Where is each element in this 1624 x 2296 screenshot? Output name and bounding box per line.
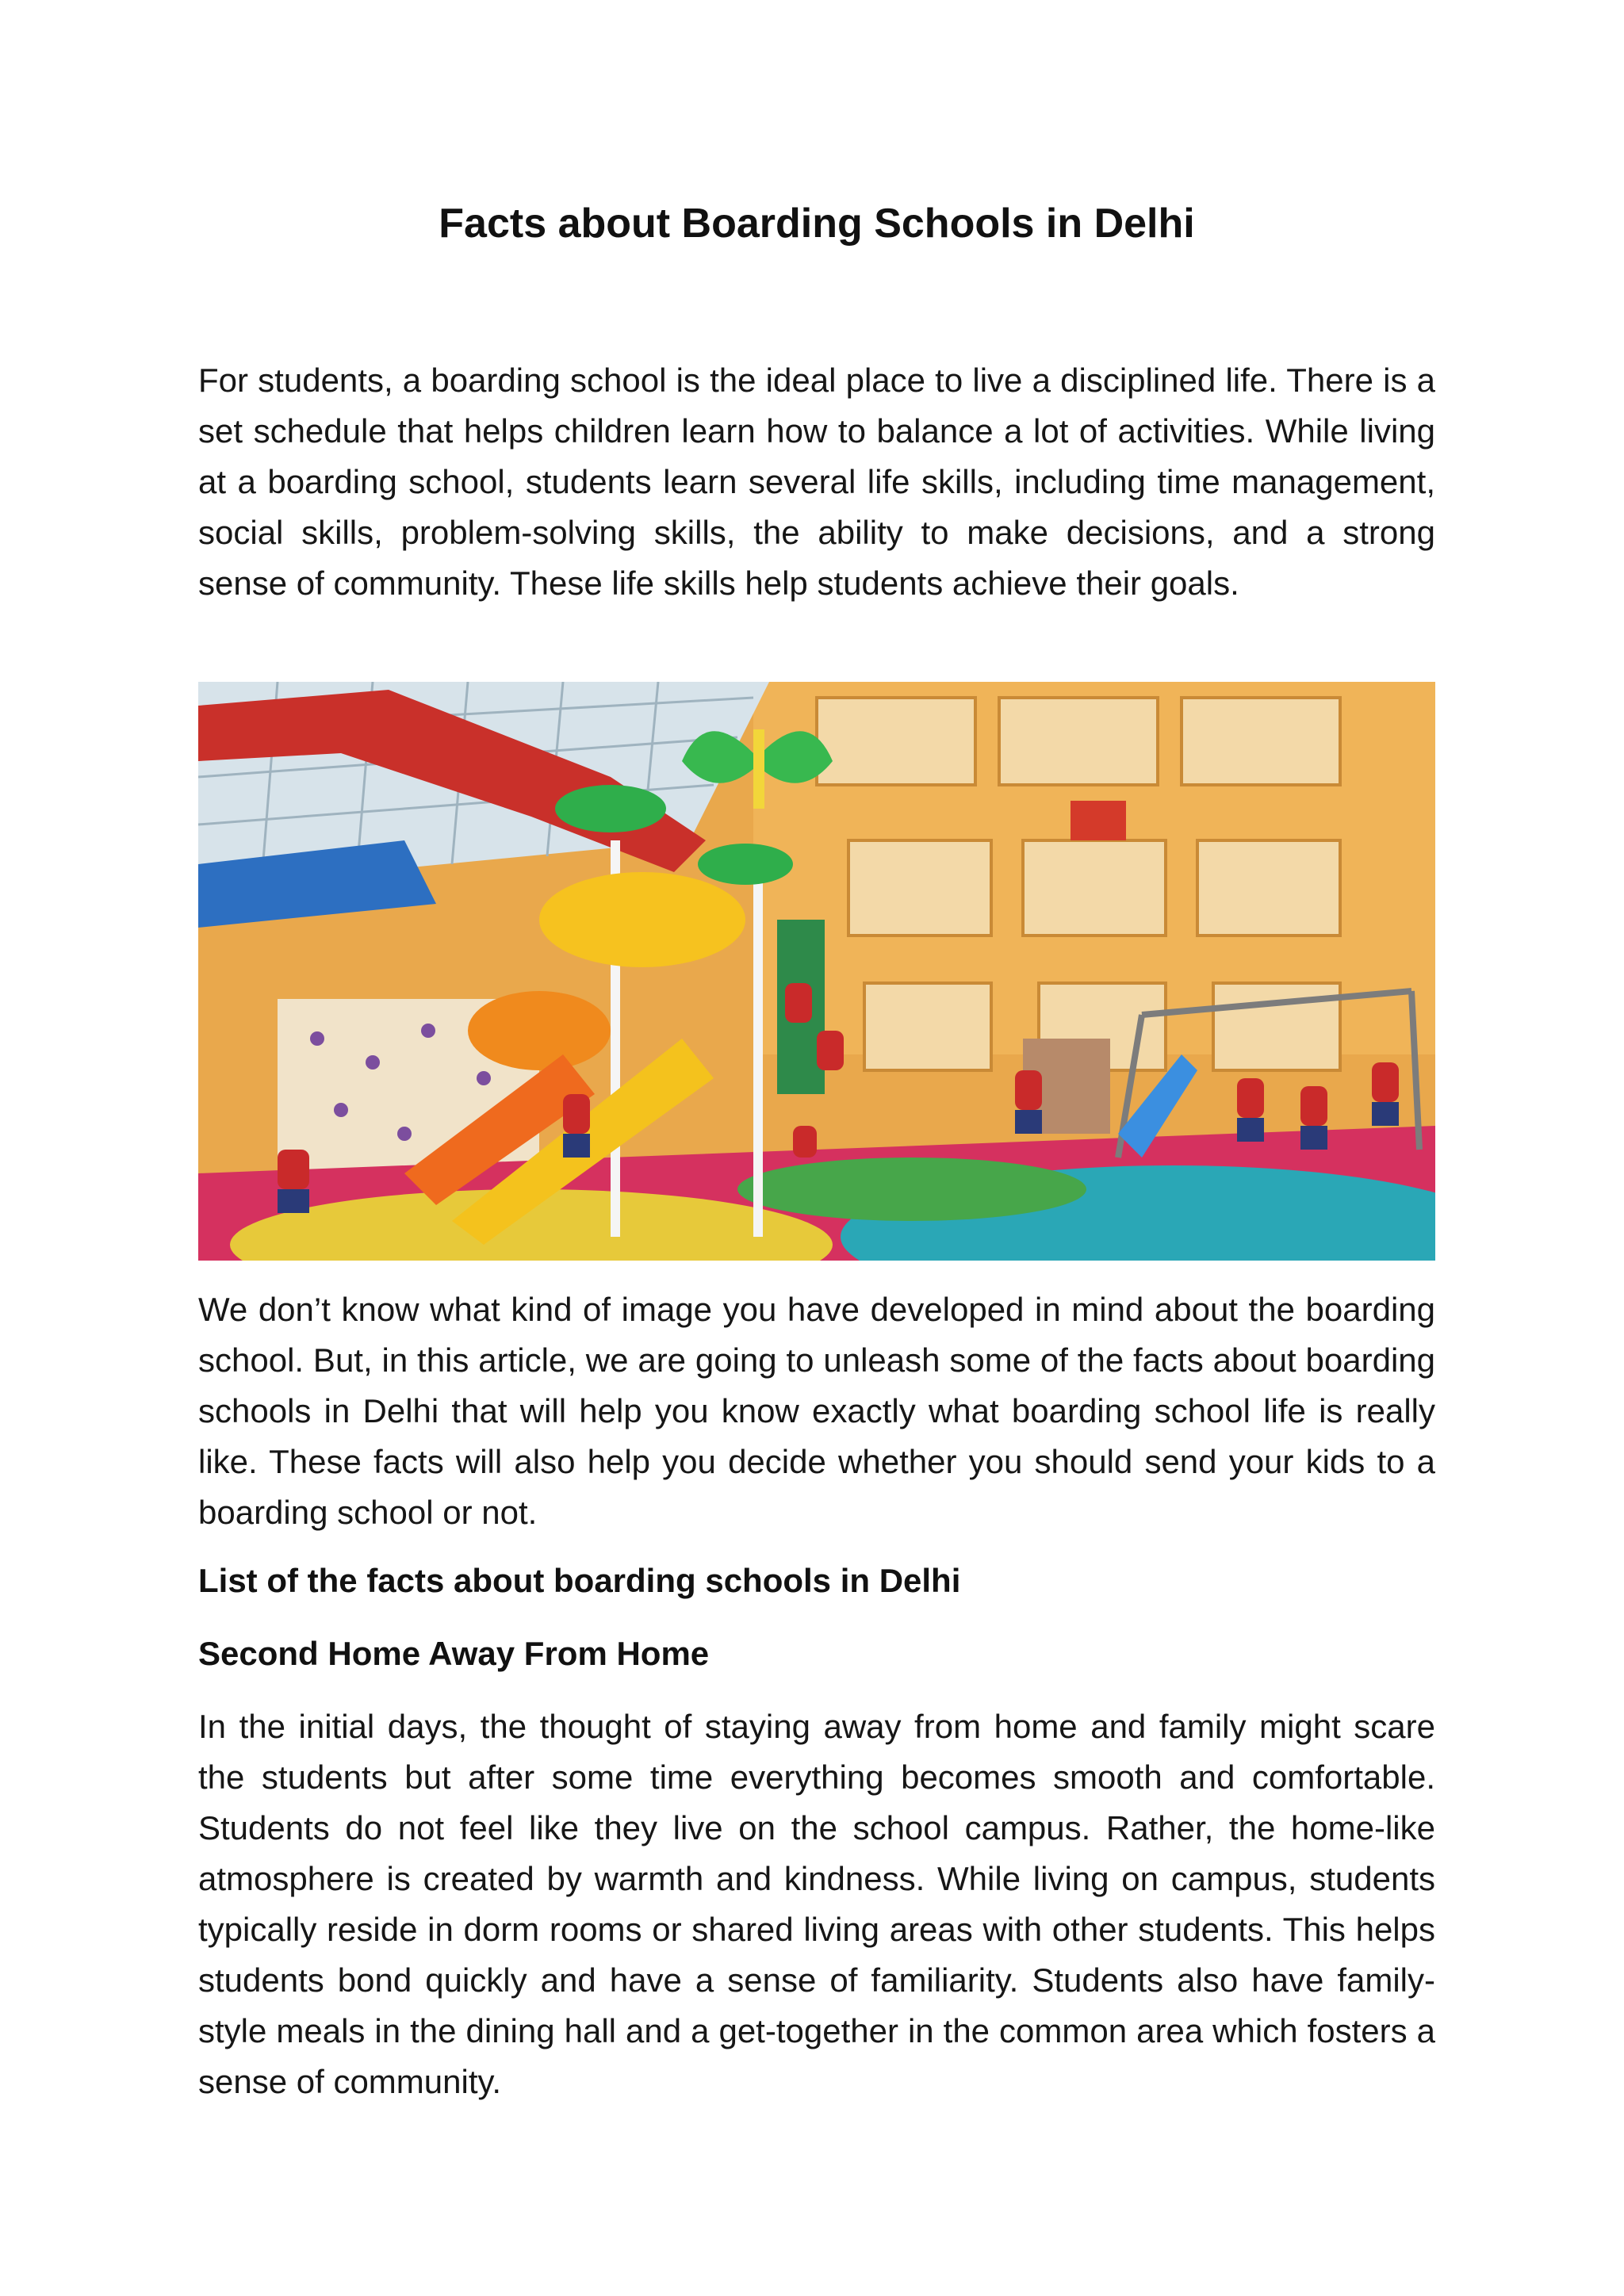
section-heading: Second Home Away From Home — [198, 1635, 710, 1672]
list-heading: List of the facts about boarding schools in Delhi — [198, 1562, 961, 1599]
section-paragraph: In the initial days, the thought of staying away from home and family might scare the students but after some time everything becomes smooth and comfortable. Students do not feel like they live on the school campus. Rather, the home-like atmosphere is created by warmth and kindness. While living on campus, students typically reside in dorm rooms or shared living areas with other students. This helps students bond quickly and have a sense of familiarity. Students also have family-style meals in the dining hall and a get-together in the common area which fosters a sense of community. — [198, 1708, 1435, 2100]
playground-photo — [198, 682, 1435, 1261]
document-title: Facts about Boarding Schools in Delhi — [439, 201, 1195, 247]
body-paragraph: We don’t know what kind of image you have developed in mind about the boarding school. But, in this article, we are going to unleash some of the facts about boarding schools in Delhi that will help you know exactly what boarding school life is really like. These facts will also help you decide whether you should send your kids to a boarding school or not. — [198, 1291, 1435, 1531]
intro-paragraph: For students, a boarding school is the ideal place to live a disciplined life. There is a set schedule that helps children learn how to balance a lot of activities. While living at a boarding school, students learn several life skills, including time management, social skills, problem-solving skills, the ability to make decisions, and a strong sense of community. These life skills help students achieve their goals. — [198, 362, 1435, 602]
